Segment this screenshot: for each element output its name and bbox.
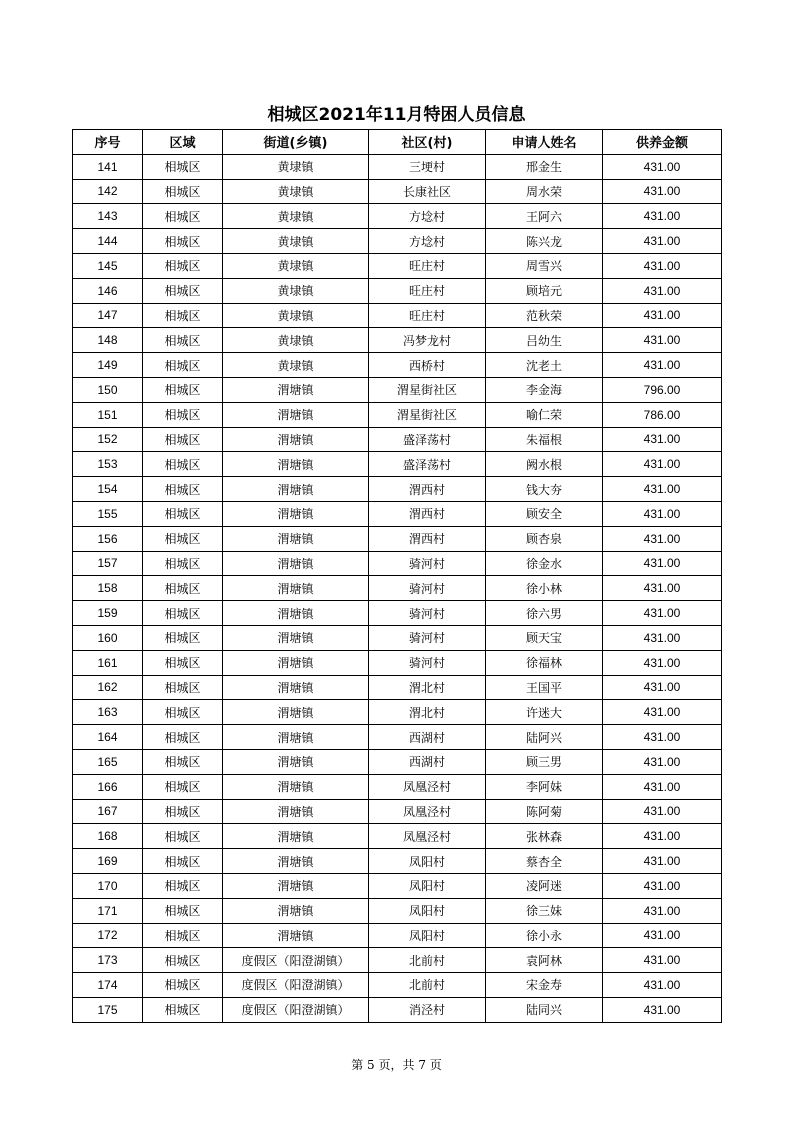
cell-district: 相城区 bbox=[143, 948, 223, 973]
cell-district: 相城区 bbox=[143, 601, 223, 626]
cell-district: 相城区 bbox=[143, 253, 223, 278]
cell-support-amount: 431.00 bbox=[603, 253, 722, 278]
table-row bbox=[73, 625, 722, 650]
cell-applicant-name: 陆同兴 bbox=[486, 997, 603, 1022]
column-header-community: 社区(村) bbox=[369, 130, 486, 155]
cell-support-amount: 431.00 bbox=[603, 700, 722, 725]
cell-street: 渭塘镇 bbox=[223, 477, 369, 502]
cell-applicant-name: 顾天宝 bbox=[486, 625, 603, 650]
cell-district: 相城区 bbox=[143, 625, 223, 650]
cell-community: 盛泽荡村 bbox=[369, 452, 486, 477]
cell-district: 相城区 bbox=[143, 898, 223, 923]
cell-street: 渭塘镇 bbox=[223, 749, 369, 774]
cell-street: 黄埭镇 bbox=[223, 353, 369, 378]
cell-district: 相城区 bbox=[143, 179, 223, 204]
cell-index: 158 bbox=[73, 576, 143, 601]
cell-community: 渭西村 bbox=[369, 526, 486, 551]
table-row bbox=[73, 253, 722, 278]
cell-district: 相城区 bbox=[143, 576, 223, 601]
cell-index: 165 bbox=[73, 749, 143, 774]
cell-street: 渭塘镇 bbox=[223, 873, 369, 898]
cell-street: 渭塘镇 bbox=[223, 576, 369, 601]
column-header-support-amount: 供养金额 bbox=[603, 130, 722, 155]
cell-support-amount: 431.00 bbox=[603, 501, 722, 526]
cell-support-amount: 431.00 bbox=[603, 625, 722, 650]
cell-index: 148 bbox=[73, 328, 143, 353]
column-header-index: 序号 bbox=[73, 130, 143, 155]
cell-support-amount: 431.00 bbox=[603, 229, 722, 254]
cell-support-amount: 431.00 bbox=[603, 948, 722, 973]
table-row bbox=[73, 799, 722, 824]
table-row bbox=[73, 923, 722, 948]
cell-community: 西桥村 bbox=[369, 353, 486, 378]
cell-support-amount: 431.00 bbox=[603, 303, 722, 328]
cell-district: 相城区 bbox=[143, 997, 223, 1022]
cell-district: 相城区 bbox=[143, 873, 223, 898]
cell-support-amount: 431.00 bbox=[603, 849, 722, 874]
cell-index: 161 bbox=[73, 650, 143, 675]
table-row bbox=[73, 303, 722, 328]
cell-community: 北前村 bbox=[369, 973, 486, 998]
cell-street: 渭塘镇 bbox=[223, 427, 369, 452]
cell-support-amount: 431.00 bbox=[603, 576, 722, 601]
table-row bbox=[73, 700, 722, 725]
cell-applicant-name: 周水荣 bbox=[486, 179, 603, 204]
cell-community: 渭北村 bbox=[369, 700, 486, 725]
cell-applicant-name: 徐金水 bbox=[486, 551, 603, 576]
cell-district: 相城区 bbox=[143, 353, 223, 378]
cell-index: 156 bbox=[73, 526, 143, 551]
cell-district: 相城区 bbox=[143, 725, 223, 750]
cell-index: 167 bbox=[73, 799, 143, 824]
cell-street: 黄埭镇 bbox=[223, 204, 369, 229]
cell-index: 163 bbox=[73, 700, 143, 725]
cell-street: 渭塘镇 bbox=[223, 774, 369, 799]
cell-index: 173 bbox=[73, 948, 143, 973]
cell-applicant-name: 徐六男 bbox=[486, 601, 603, 626]
cell-community: 旺庄村 bbox=[369, 278, 486, 303]
cell-community: 渭星街社区 bbox=[369, 377, 486, 402]
cell-index: 155 bbox=[73, 501, 143, 526]
cell-community: 方埝村 bbox=[369, 204, 486, 229]
cell-community: 盛泽荡村 bbox=[369, 427, 486, 452]
table-row bbox=[73, 328, 722, 353]
table-row bbox=[73, 725, 722, 750]
cell-applicant-name: 陆阿兴 bbox=[486, 725, 603, 750]
cell-support-amount: 431.00 bbox=[603, 551, 722, 576]
cell-street: 渭塘镇 bbox=[223, 923, 369, 948]
cell-applicant-name: 袁阿林 bbox=[486, 948, 603, 973]
cell-street: 黄埭镇 bbox=[223, 179, 369, 204]
cell-community: 渭星街社区 bbox=[369, 402, 486, 427]
cell-community: 凤阳村 bbox=[369, 849, 486, 874]
cell-community: 消泾村 bbox=[369, 997, 486, 1022]
table-row bbox=[73, 601, 722, 626]
cell-applicant-name: 周雪兴 bbox=[486, 253, 603, 278]
cell-applicant-name: 陈兴龙 bbox=[486, 229, 603, 254]
cell-community: 凤凰泾村 bbox=[369, 824, 486, 849]
cell-index: 164 bbox=[73, 725, 143, 750]
cell-applicant-name: 徐三妹 bbox=[486, 898, 603, 923]
cell-applicant-name: 朱福根 bbox=[486, 427, 603, 452]
table-row bbox=[73, 898, 722, 923]
cell-community: 西湖村 bbox=[369, 725, 486, 750]
cell-community: 骑河村 bbox=[369, 551, 486, 576]
cell-support-amount: 431.00 bbox=[603, 328, 722, 353]
cell-community: 方埝村 bbox=[369, 229, 486, 254]
cell-index: 154 bbox=[73, 477, 143, 502]
cell-index: 153 bbox=[73, 452, 143, 477]
cell-district: 相城区 bbox=[143, 774, 223, 799]
column-header-district: 区域 bbox=[143, 130, 223, 155]
cell-applicant-name: 李阿妹 bbox=[486, 774, 603, 799]
cell-support-amount: 431.00 bbox=[603, 923, 722, 948]
cell-community: 骑河村 bbox=[369, 601, 486, 626]
cell-index: 145 bbox=[73, 253, 143, 278]
cell-street: 度假区（阳澄湖镇） bbox=[223, 997, 369, 1022]
cell-community: 骑河村 bbox=[369, 650, 486, 675]
cell-index: 175 bbox=[73, 997, 143, 1022]
cell-index: 157 bbox=[73, 551, 143, 576]
cell-street: 度假区（阳澄湖镇） bbox=[223, 973, 369, 998]
cell-district: 相城区 bbox=[143, 923, 223, 948]
table-row bbox=[73, 650, 722, 675]
cell-applicant-name: 许迷大 bbox=[486, 700, 603, 725]
cell-support-amount: 431.00 bbox=[603, 774, 722, 799]
cell-support-amount: 431.00 bbox=[603, 477, 722, 502]
table-row bbox=[73, 501, 722, 526]
cell-index: 150 bbox=[73, 377, 143, 402]
table-row bbox=[73, 477, 722, 502]
cell-district: 相城区 bbox=[143, 650, 223, 675]
cell-support-amount: 431.00 bbox=[603, 898, 722, 923]
cell-support-amount: 431.00 bbox=[603, 725, 722, 750]
cell-support-amount: 431.00 bbox=[603, 973, 722, 998]
cell-support-amount: 431.00 bbox=[603, 873, 722, 898]
cell-support-amount: 431.00 bbox=[603, 675, 722, 700]
cell-index: 141 bbox=[73, 154, 143, 179]
page-footer: 第 5 页，共 7 页 bbox=[351, 1058, 442, 1072]
table-row bbox=[73, 427, 722, 452]
cell-street: 渭塘镇 bbox=[223, 675, 369, 700]
cell-support-amount: 796.00 bbox=[603, 377, 722, 402]
cell-district: 相城区 bbox=[143, 700, 223, 725]
cell-street: 渭塘镇 bbox=[223, 799, 369, 824]
cell-support-amount: 431.00 bbox=[603, 997, 722, 1022]
cell-community: 旺庄村 bbox=[369, 253, 486, 278]
cell-district: 相城区 bbox=[143, 229, 223, 254]
cell-street: 黄埭镇 bbox=[223, 253, 369, 278]
cell-district: 相城区 bbox=[143, 675, 223, 700]
cell-street: 渭塘镇 bbox=[223, 725, 369, 750]
table-row bbox=[73, 749, 722, 774]
cell-index: 152 bbox=[73, 427, 143, 452]
cell-support-amount: 431.00 bbox=[603, 353, 722, 378]
cell-applicant-name: 陈阿菊 bbox=[486, 799, 603, 824]
cell-community: 旺庄村 bbox=[369, 303, 486, 328]
cell-street: 渭塘镇 bbox=[223, 625, 369, 650]
cell-district: 相城区 bbox=[143, 402, 223, 427]
cell-district: 相城区 bbox=[143, 799, 223, 824]
table-body bbox=[73, 154, 722, 1022]
cell-community: 凤凰泾村 bbox=[369, 799, 486, 824]
cell-street: 渭塘镇 bbox=[223, 452, 369, 477]
cell-applicant-name: 范秋荣 bbox=[486, 303, 603, 328]
cell-street: 渭塘镇 bbox=[223, 551, 369, 576]
cell-street: 度假区（阳澄湖镇） bbox=[223, 948, 369, 973]
cell-applicant-name: 宋金寿 bbox=[486, 973, 603, 998]
cell-district: 相城区 bbox=[143, 303, 223, 328]
table-row bbox=[73, 997, 722, 1022]
table-row bbox=[73, 278, 722, 303]
cell-district: 相城区 bbox=[143, 204, 223, 229]
cell-applicant-name: 喻仁荣 bbox=[486, 402, 603, 427]
cell-community: 三埂村 bbox=[369, 154, 486, 179]
cell-district: 相城区 bbox=[143, 154, 223, 179]
cell-index: 160 bbox=[73, 625, 143, 650]
cell-district: 相城区 bbox=[143, 824, 223, 849]
header-row bbox=[73, 130, 722, 155]
cell-index: 151 bbox=[73, 402, 143, 427]
table-row bbox=[73, 179, 722, 204]
cell-index: 170 bbox=[73, 873, 143, 898]
table-row bbox=[73, 229, 722, 254]
cell-support-amount: 431.00 bbox=[603, 154, 722, 179]
cell-community: 冯梦龙村 bbox=[369, 328, 486, 353]
table-row bbox=[73, 204, 722, 229]
table-row bbox=[73, 774, 722, 799]
table-row bbox=[73, 873, 722, 898]
cell-community: 凤凰泾村 bbox=[369, 774, 486, 799]
cell-street: 黄埭镇 bbox=[223, 278, 369, 303]
cell-applicant-name: 王国平 bbox=[486, 675, 603, 700]
cell-district: 相城区 bbox=[143, 973, 223, 998]
cell-applicant-name: 顾杏泉 bbox=[486, 526, 603, 551]
cell-applicant-name: 沈老土 bbox=[486, 353, 603, 378]
cell-applicant-name: 徐福林 bbox=[486, 650, 603, 675]
cell-street: 渭塘镇 bbox=[223, 824, 369, 849]
cell-support-amount: 431.00 bbox=[603, 526, 722, 551]
cell-district: 相城区 bbox=[143, 328, 223, 353]
table-row bbox=[73, 402, 722, 427]
cell-street: 渭塘镇 bbox=[223, 526, 369, 551]
cell-index: 174 bbox=[73, 973, 143, 998]
cell-applicant-name: 阙水根 bbox=[486, 452, 603, 477]
cell-index: 162 bbox=[73, 675, 143, 700]
cell-district: 相城区 bbox=[143, 278, 223, 303]
cell-index: 142 bbox=[73, 179, 143, 204]
cell-district: 相城区 bbox=[143, 551, 223, 576]
cell-district: 相城区 bbox=[143, 749, 223, 774]
table-row bbox=[73, 377, 722, 402]
table-row bbox=[73, 824, 722, 849]
cell-community: 凤阳村 bbox=[369, 898, 486, 923]
table-row bbox=[73, 526, 722, 551]
cell-index: 171 bbox=[73, 898, 143, 923]
page-title: 相城区2021年11月特困人员信息 bbox=[267, 105, 526, 125]
cell-support-amount: 431.00 bbox=[603, 650, 722, 675]
cell-support-amount: 431.00 bbox=[603, 749, 722, 774]
cell-index: 172 bbox=[73, 923, 143, 948]
cell-index: 168 bbox=[73, 824, 143, 849]
cell-applicant-name: 吕幼生 bbox=[486, 328, 603, 353]
cell-index: 143 bbox=[73, 204, 143, 229]
cell-street: 渭塘镇 bbox=[223, 650, 369, 675]
cell-index: 166 bbox=[73, 774, 143, 799]
cell-applicant-name: 王阿六 bbox=[486, 204, 603, 229]
cell-district: 相城区 bbox=[143, 477, 223, 502]
data-table bbox=[72, 129, 722, 1023]
cell-index: 159 bbox=[73, 601, 143, 626]
cell-support-amount: 431.00 bbox=[603, 601, 722, 626]
table-row bbox=[73, 849, 722, 874]
table-row bbox=[73, 973, 722, 998]
cell-applicant-name: 凌阿迷 bbox=[486, 873, 603, 898]
cell-index: 149 bbox=[73, 353, 143, 378]
cell-support-amount: 431.00 bbox=[603, 799, 722, 824]
cell-street: 黄埭镇 bbox=[223, 229, 369, 254]
cell-community: 北前村 bbox=[369, 948, 486, 973]
cell-street: 渭塘镇 bbox=[223, 898, 369, 923]
cell-applicant-name: 顾培元 bbox=[486, 278, 603, 303]
table-row bbox=[73, 353, 722, 378]
cell-street: 渭塘镇 bbox=[223, 601, 369, 626]
cell-street: 渭塘镇 bbox=[223, 501, 369, 526]
table-row bbox=[73, 452, 722, 477]
cell-applicant-name: 钱大夯 bbox=[486, 477, 603, 502]
column-header-applicant-name: 申请人姓名 bbox=[486, 130, 603, 155]
cell-district: 相城区 bbox=[143, 501, 223, 526]
cell-index: 147 bbox=[73, 303, 143, 328]
cell-street: 渭塘镇 bbox=[223, 849, 369, 874]
table-row bbox=[73, 154, 722, 179]
table-row bbox=[73, 576, 722, 601]
cell-index: 169 bbox=[73, 849, 143, 874]
cell-applicant-name: 徐小林 bbox=[486, 576, 603, 601]
table-row bbox=[73, 675, 722, 700]
cell-community: 骑河村 bbox=[369, 625, 486, 650]
cell-index: 144 bbox=[73, 229, 143, 254]
cell-street: 黄埭镇 bbox=[223, 328, 369, 353]
cell-community: 渭北村 bbox=[369, 675, 486, 700]
cell-street: 黄埭镇 bbox=[223, 303, 369, 328]
cell-support-amount: 431.00 bbox=[603, 278, 722, 303]
cell-applicant-name: 李金海 bbox=[486, 377, 603, 402]
cell-district: 相城区 bbox=[143, 452, 223, 477]
column-header-street: 街道(乡镇) bbox=[223, 130, 369, 155]
cell-community: 西湖村 bbox=[369, 749, 486, 774]
cell-support-amount: 431.00 bbox=[603, 824, 722, 849]
cell-support-amount: 431.00 bbox=[603, 452, 722, 477]
cell-applicant-name: 徐小永 bbox=[486, 923, 603, 948]
cell-district: 相城区 bbox=[143, 377, 223, 402]
cell-street: 渭塘镇 bbox=[223, 402, 369, 427]
cell-support-amount: 786.00 bbox=[603, 402, 722, 427]
cell-support-amount: 431.00 bbox=[603, 427, 722, 452]
cell-street: 渭塘镇 bbox=[223, 377, 369, 402]
cell-applicant-name: 顾三男 bbox=[486, 749, 603, 774]
cell-community: 渭西村 bbox=[369, 501, 486, 526]
cell-district: 相城区 bbox=[143, 427, 223, 452]
cell-community: 长康社区 bbox=[369, 179, 486, 204]
table-row bbox=[73, 948, 722, 973]
cell-applicant-name: 邢金生 bbox=[486, 154, 603, 179]
cell-support-amount: 431.00 bbox=[603, 179, 722, 204]
cell-applicant-name: 顾安全 bbox=[486, 501, 603, 526]
cell-district: 相城区 bbox=[143, 849, 223, 874]
cell-street: 黄埭镇 bbox=[223, 154, 369, 179]
table-row bbox=[73, 551, 722, 576]
cell-community: 骑河村 bbox=[369, 576, 486, 601]
cell-street: 渭塘镇 bbox=[223, 700, 369, 725]
cell-index: 146 bbox=[73, 278, 143, 303]
cell-applicant-name: 蔡杏全 bbox=[486, 849, 603, 874]
cell-applicant-name: 张林森 bbox=[486, 824, 603, 849]
cell-district: 相城区 bbox=[143, 526, 223, 551]
cell-community: 渭西村 bbox=[369, 477, 486, 502]
cell-community: 凤阳村 bbox=[369, 923, 486, 948]
cell-support-amount: 431.00 bbox=[603, 204, 722, 229]
cell-community: 凤阳村 bbox=[369, 873, 486, 898]
